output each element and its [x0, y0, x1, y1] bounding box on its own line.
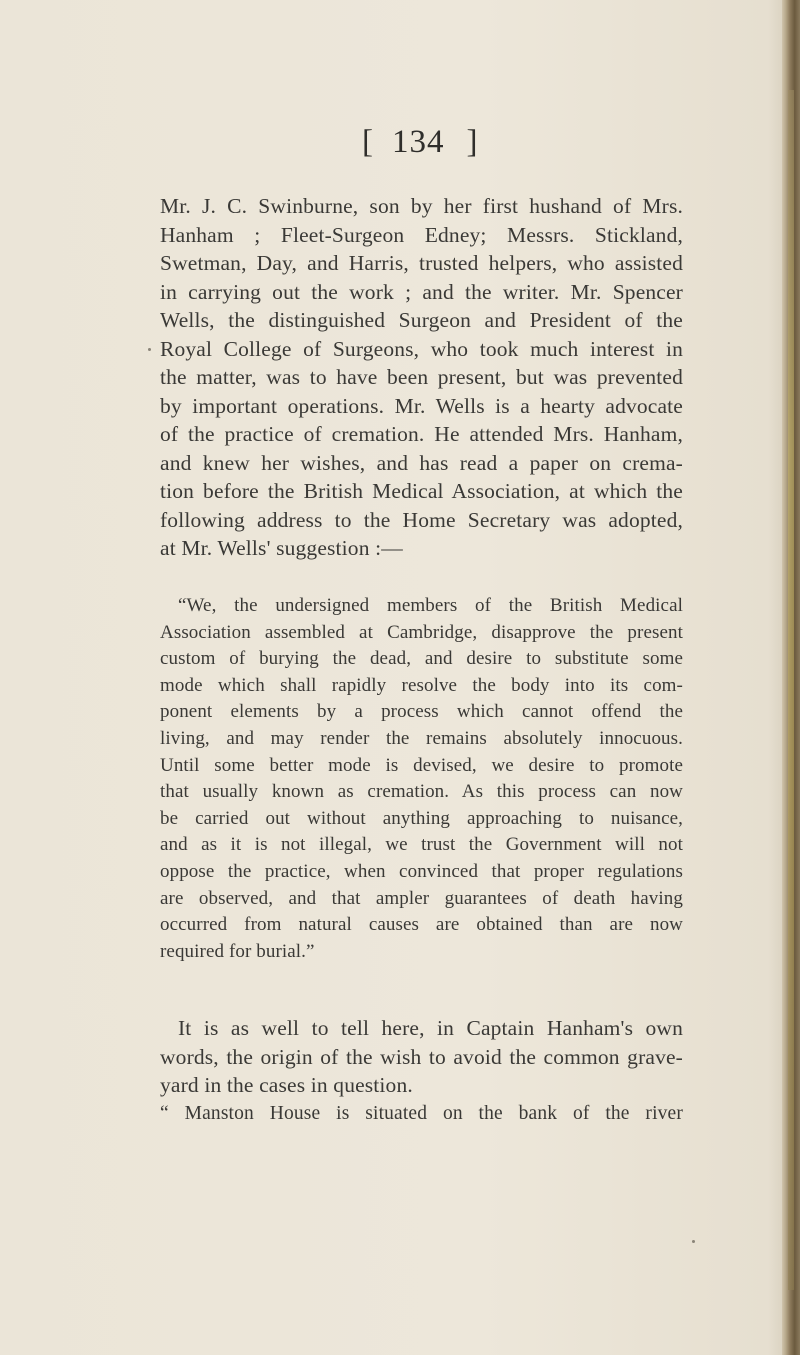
quoted-address	[160, 593, 683, 965]
text-line: Swetman, Day, and Harris, trusted helpers, who assisted	[160, 251, 683, 275]
quote-line: Until some better mode is devised, we desire to promote	[160, 754, 683, 776]
text-line: at Mr. Wells' suggestion :—	[160, 536, 403, 560]
text-line: yard in the cases in question.	[160, 1073, 413, 1097]
text-line: Hanham ; Fleet-Surgeon Edney; Messrs. Stickland,	[160, 222, 683, 247]
paragraph-3	[160, 1100, 683, 1129]
text-line: It is as well to tell here, in Captain Hanham's own	[178, 1016, 683, 1040]
paragraph-2	[160, 1014, 683, 1100]
quote-line: occurred from natural causes are obtained than are now	[160, 914, 683, 936]
text-line: tion before the British Medical Association, at which the	[160, 479, 683, 503]
text-line: Mr. J. C. Swinburne, son by her first hushand of Mrs.	[160, 194, 683, 218]
quote-line: that usually known as cremation. As this process can now	[160, 781, 683, 803]
quote-line: are observed, and that ampler guarantees of death having	[160, 887, 683, 909]
text-line: and knew her wishes, and has read a paper on crema-	[160, 450, 683, 475]
header-bracket-right: ]	[466, 124, 479, 160]
header-bracket-left: [	[362, 124, 374, 160]
paper-speck	[692, 1240, 695, 1243]
quote-line: required for burial.”	[160, 940, 315, 962]
quote-line: oppose the practice, when convinced that proper regulations	[160, 860, 683, 882]
text-line: “ Manston House is situated on the bank of the river	[160, 1103, 683, 1124]
paragraph-1	[160, 192, 683, 563]
quote-line: and as it is not illegal, we trust the Government will not	[160, 834, 683, 856]
quote-line: be carried out without anything approaching to nuisance,	[160, 807, 683, 829]
quote-line: custom of burying the dead, and desire to substitute some	[160, 648, 683, 670]
text-line: following address to the Home Secretary was adopted,	[160, 507, 683, 532]
text-line: Wells, the distinguished Surgeon and President of the	[160, 308, 683, 332]
text-line: words, the origin of the wish to avoid the common grave-	[160, 1044, 683, 1069]
text-line: Royal College of Surgeons, who took much interest in	[160, 336, 683, 361]
binding-strip	[788, 90, 794, 1290]
page-number: 134	[392, 124, 445, 160]
quote-line: Association assembled at Cambridge, disapprove the present	[160, 621, 683, 643]
text-line: in carrying out the work ; and the writer. Mr. Spencer	[160, 279, 683, 304]
text-line: by important operations. Mr. Wells is a hearty advocate	[160, 393, 683, 418]
quote-line: living, and may render the remains absolutely innocuous.	[160, 727, 683, 749]
text-line: the matter, was to have been present, but was prevented	[160, 365, 683, 389]
quote-line: mode which shall rapidly resolve the body into its com-	[160, 674, 683, 696]
text-line: of the practice of cremation. He attended Mrs. Hanham,	[160, 422, 683, 446]
quote-line: “We, the undersigned members of the British Medical	[178, 595, 683, 616]
paper-speck	[148, 348, 151, 351]
page-header	[362, 124, 479, 161]
quote-line: ponent elements by a process which cannot offend the	[160, 701, 683, 723]
